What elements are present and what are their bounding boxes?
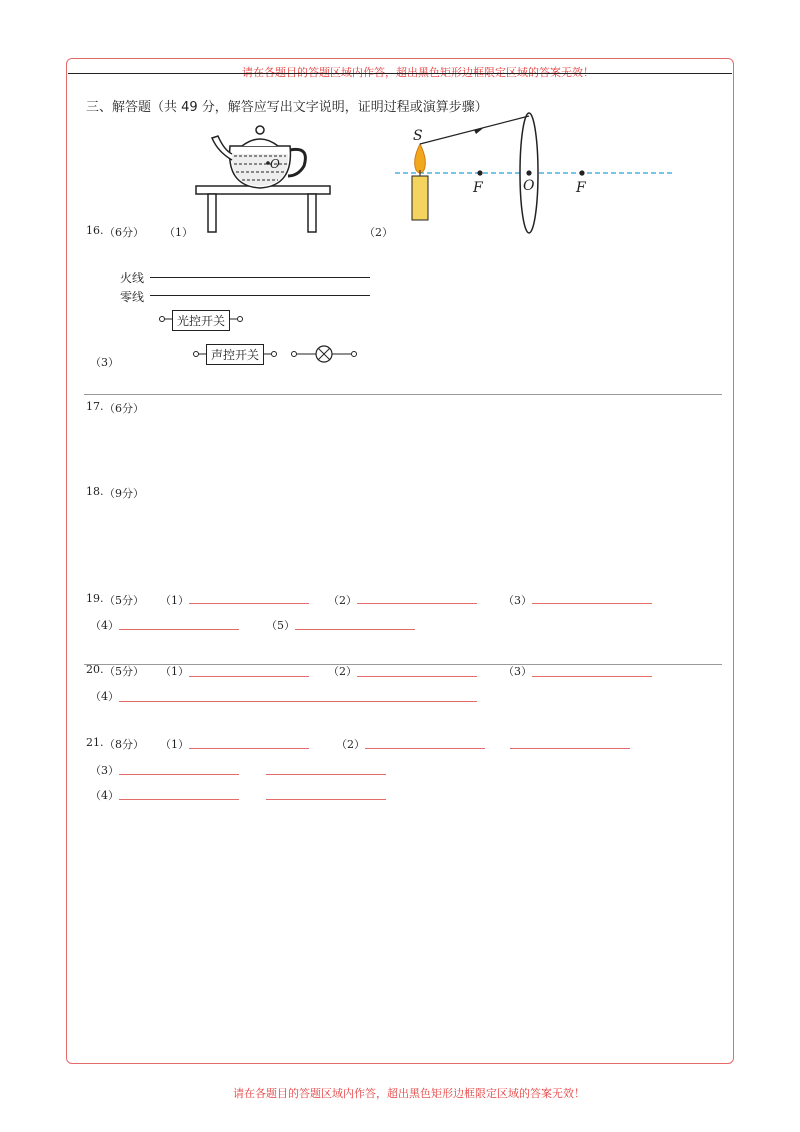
q21-p4-label: （4）: [90, 789, 119, 802]
top-warning: 请在各题目的答题区域内作答，超出黑色矩形边框限定区域的答案无效！: [242, 66, 594, 79]
q19-p4-answer-line[interactable]: [119, 629, 239, 630]
q21-p2-answer-line-a[interactable]: [365, 748, 485, 749]
q21-p3-answer-line-b[interactable]: [266, 774, 386, 775]
q21-number: 21.: [86, 736, 104, 749]
q16-score: （6分）: [104, 226, 144, 239]
neutral-wire: [150, 295, 370, 296]
lamp-icon: [290, 344, 360, 364]
live-wire-label: 火线: [120, 271, 145, 285]
q19-p2-label: （2）: [328, 594, 357, 607]
q20-p3-label: （3）: [503, 665, 532, 678]
q19-p2-answer-line[interactable]: [357, 603, 477, 604]
q20-p2-label: （2）: [328, 665, 357, 678]
q21-p2-label: （2）: [336, 738, 365, 751]
q21-score: （8分）: [104, 738, 144, 751]
q20-p1-answer-line[interactable]: [189, 676, 309, 677]
top-rule: [68, 73, 732, 74]
section-title: 三、解答题（共 49 分，解答应写出文字说明，证明过程或演算步骤）: [86, 100, 488, 115]
q19-p3-label: （3）: [503, 594, 532, 607]
q21-p4-answer-line-b[interactable]: [266, 799, 386, 800]
sound-switch: 声控开关: [206, 344, 264, 365]
q20-p4-label: （4）: [90, 690, 119, 703]
lens-figure: [390, 108, 690, 238]
divider-after-q16: [84, 394, 722, 395]
q20-p4-answer-line[interactable]: [119, 701, 477, 702]
q18-score: （9分）: [104, 487, 144, 500]
q19-p1-answer-line[interactable]: [189, 603, 309, 604]
q21-p3-answer-line-a[interactable]: [119, 774, 239, 775]
q19-p1-label: （1）: [160, 594, 189, 607]
q20-score: （5分）: [104, 665, 144, 678]
q16-part2-label: （2）: [364, 226, 393, 239]
q16-part1-label: （1）: [164, 226, 193, 239]
q19-p5-label: （5）: [266, 619, 295, 632]
neutral-wire-label: 零线: [120, 290, 145, 304]
optical-center-label: O: [523, 178, 535, 194]
source-label: S: [413, 128, 423, 144]
q17-score: （6分）: [104, 402, 144, 415]
q20-p1-label: （1）: [160, 665, 189, 678]
q20-p3-answer-line[interactable]: [532, 676, 652, 677]
q21-p2-answer-line-b[interactable]: [510, 748, 630, 749]
focus-left-label: F: [473, 180, 483, 196]
teapot-figure: [190, 116, 340, 236]
q19-score: （5分）: [104, 594, 144, 607]
bottom-warning: 请在各题目的答题区域内作答，超出黑色矩形边框限定区域的答案无效！: [233, 1087, 585, 1100]
q19-number: 19.: [86, 592, 104, 605]
q21-p4-answer-line-a[interactable]: [119, 799, 239, 800]
q16-part3-label: （3）: [90, 356, 119, 369]
q19-p3-answer-line[interactable]: [532, 603, 652, 604]
light-switch: 光控开关: [172, 310, 230, 331]
q18-number: 18.: [86, 485, 104, 498]
focus-right-label: F: [576, 180, 586, 196]
q21-p3-label: （3）: [90, 764, 119, 777]
q16-number: 16.: [86, 224, 104, 237]
teapot-point-label: O: [270, 157, 280, 171]
q20-p2-answer-line[interactable]: [357, 676, 477, 677]
q20-number: 20.: [86, 663, 104, 676]
q17-number: 17.: [86, 400, 104, 413]
live-wire: [150, 277, 370, 278]
q21-p1-label: （1）: [160, 738, 189, 751]
q19-p5-answer-line[interactable]: [295, 629, 415, 630]
q19-p4-label: （4）: [90, 619, 119, 632]
q21-p1-answer-line[interactable]: [189, 748, 309, 749]
